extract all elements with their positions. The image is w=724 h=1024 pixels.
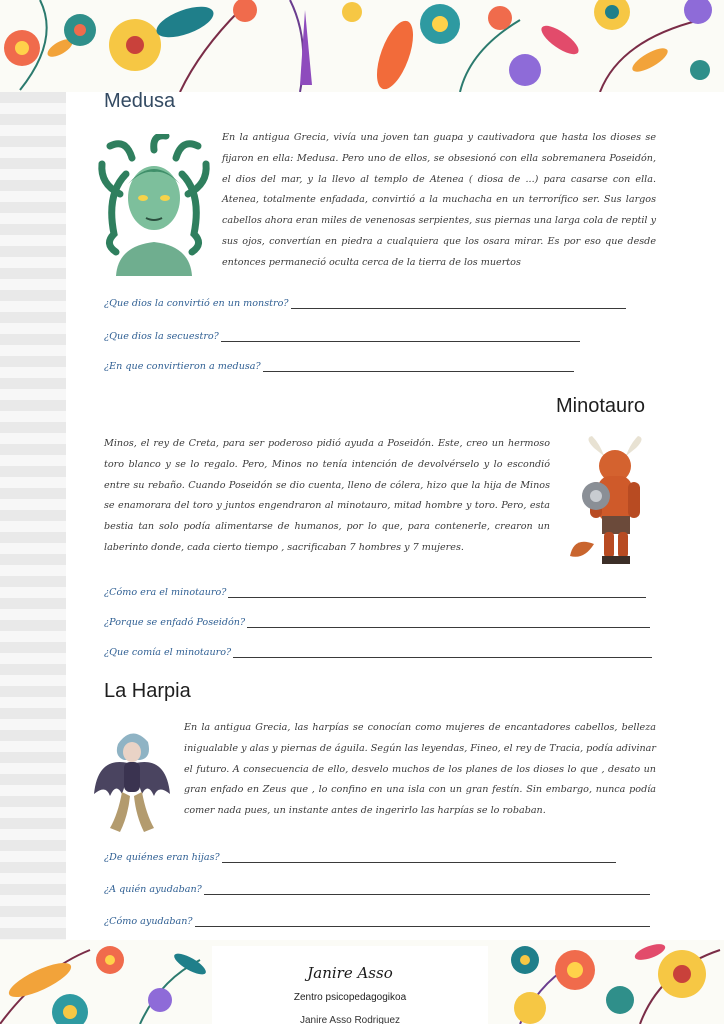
answer-line[interactable] [222,854,616,863]
paragraph-minotauro: Minos, el rey de Creta, para ser poderoso pidió ayuda a Poseidón. Este, creo un hermoso toro blanco y se lo regalo. Pero, Minos no tenía intención de devolvérselo y lo escondió entre su rebaño. Cuando Poseidón se dio cuenta, lleno de cólera, hizo que la hija de Minos se enamorara del toro y juntos engendraron al minotauro, mitad hombre y toro. Pero, esta bestia tan solo podía alimentarse de humanos, por lo que, para contenerle, crearon un laberinto donde, cada cierto tiempo , sacrificaban 7 hombres y 7 mujeres. [104,438,550,553]
answer-line[interactable] [263,363,574,372]
medusa-illustration [96,134,212,276]
question-label: ¿Que comía el minotauro? [104,647,232,658]
striped-margin [0,92,66,940]
answer-line[interactable] [233,649,652,658]
answer-line[interactable] [291,300,626,309]
top-floral-border [0,0,724,92]
question-medusa-1 [104,298,626,309]
answer-line[interactable] [195,918,650,927]
question-label: ¿Porque se enfadó Poseidón? [104,617,246,628]
footer-author-fullname: Janire Asso Rodriguez [299,1015,401,1024]
section-title-harpia: La Harpia [104,680,191,702]
question-label: ¿A quién ayudaban? [104,884,202,895]
footer-organization: Zentro psicopedagogikoa [293,992,407,1003]
footer-author-name: Janire Asso [307,964,393,982]
section-title-minotauro: Minotauro [556,395,645,417]
answer-line[interactable] [247,619,650,628]
question-label: ¿En que convirtieron a medusa? [104,361,261,372]
answer-line[interactable] [204,886,650,895]
question-minotauro-2 [104,617,650,628]
question-harpia-1 [104,852,616,863]
footer-card [212,946,488,1024]
minotaur-illustration [564,436,664,568]
question-minotauro-1 [104,587,646,598]
question-harpia-2 [104,884,650,895]
question-label: ¿De quiénes eran hijas? [104,852,220,863]
question-medusa-2 [104,331,580,342]
section-title-medusa: Medusa [104,90,176,112]
answer-line[interactable] [228,589,646,598]
question-label: ¿Que dios la convirtió en un monstro? [104,298,289,309]
question-medusa-3 [104,361,574,372]
question-label: ¿Que dios la secuestro? [104,331,219,342]
question-label: ¿Cómo ayudaban? [104,916,193,927]
answer-line[interactable] [221,333,580,342]
question-minotauro-3 [104,647,652,658]
harpy-illustration [92,724,172,836]
paragraph-harpia: En la antigua Grecia, las harpías se conocían como mujeres de encantadores cabellos, belleza inigualable y alas y piernas de águila. Según las leyendas, Fineo, el rey de Tracia, podía adivinar el futuro. A consecuencia de ello, desvelo muchos de los planes de los dioses lo que , desato un gran enfado en Zeus que , lo confino en una isla con un gran festín. Sin embargo, nunca podía comer nada pues, un instante antes de ingerirlo las harpías se lo robaban. [184,722,656,817]
paragraph-medusa: En la antigua Grecia, vivía una joven tan guapa y cautivadora que hasta los dioses se fijaron en ella: Medusa. Pero uno de ellos, se obsesionó con ella sobremanera Poseidón, el dios del mar, y la llevo al templo de Atenea ( diosa de ...) para casarse con ella. Atenea, totalmente enfadada, convirtió a la muchacha en un terrorífico ser. Sus largos cabellos ahora eran miles de venenosas serpientes, sus piernas una larga cola de reptil y sus ojos, convertían en piedra a cualquiera que los osara mirar. Es por eso que desde entonces permaneció oculta cerca de la tierra de los muertos [222,132,656,268]
question-harpia-3 [104,916,650,927]
question-label: ¿Cómo era el minotauro? [104,587,227,598]
